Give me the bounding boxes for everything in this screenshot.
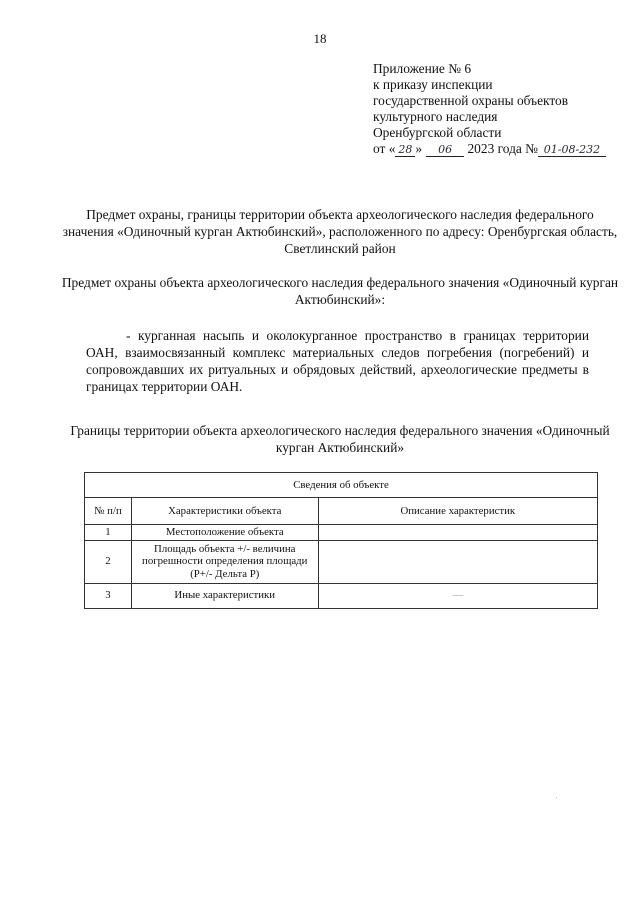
date-prefix: от « xyxy=(373,141,396,156)
heading-main: Предмет охраны, границы территории объекта археологического наследия федерального значения «Одиночный курган Актюбинский», расположенного по адресу: Оренбургская область, Светлинский район xyxy=(62,207,618,256)
date-mid: » xyxy=(415,141,423,156)
appendix-line: к приказу инспекции xyxy=(373,77,493,92)
date-year: 2023 года № xyxy=(467,141,538,156)
row-description xyxy=(318,540,597,583)
page-number: 18 xyxy=(313,31,327,46)
row-description xyxy=(318,525,597,541)
table-title: Сведения об объекте xyxy=(85,473,598,498)
row-characteristic: Площадь объекта +/- величина погрешности определения площади (Р+/- Дельта Р) xyxy=(131,540,318,583)
appendix-line: культурного наследия xyxy=(373,109,498,124)
row-characteristic: Местоположение объекта xyxy=(131,525,318,541)
appendix-block xyxy=(373,61,606,158)
handwritten-month: 06 xyxy=(426,142,464,158)
column-header-characteristics: Характеристики объекта xyxy=(131,498,318,525)
scan-speck xyxy=(556,797,557,798)
appendix-line: Оренбургской области xyxy=(373,125,502,140)
table-row xyxy=(85,540,598,583)
row-description: — xyxy=(318,583,597,608)
appendix-line: Приложение № 6 xyxy=(373,61,472,76)
appendix-line: государственной охраны объектов xyxy=(373,93,569,108)
row-number: 2 xyxy=(85,540,132,583)
row-number: 3 xyxy=(85,583,132,608)
table-row xyxy=(85,525,598,541)
handwritten-order-number: 01-08-232 xyxy=(538,142,606,158)
appendix-date-line xyxy=(373,141,606,158)
handwritten-day: 28 xyxy=(395,142,415,158)
heading-boundaries: Границы территории объекта археологического наследия федерального значения «Одиночный курган Актюбинский» xyxy=(70,423,610,455)
column-header-description: Описание характеристик xyxy=(318,498,597,525)
column-header-number: № п/п xyxy=(85,498,132,525)
object-info-table xyxy=(84,472,598,609)
subject-paragraph: - курганная насыпь и околокурганное пространство в границах территории ОАН, взаимосвязанный комплекс материальных следов погребения (погребений) и сопровождавших их ритуальных и обрядовых действий, археологические предметы в границах территории ОАН. xyxy=(86,328,589,394)
row-number: 1 xyxy=(85,525,132,541)
table-row xyxy=(85,583,598,608)
heading-subject: Предмет охраны объекта археологического наследия федерального значения «Одиночный курган Актюбинский»: xyxy=(61,275,619,307)
row-characteristic: Иные характеристики xyxy=(131,583,318,608)
